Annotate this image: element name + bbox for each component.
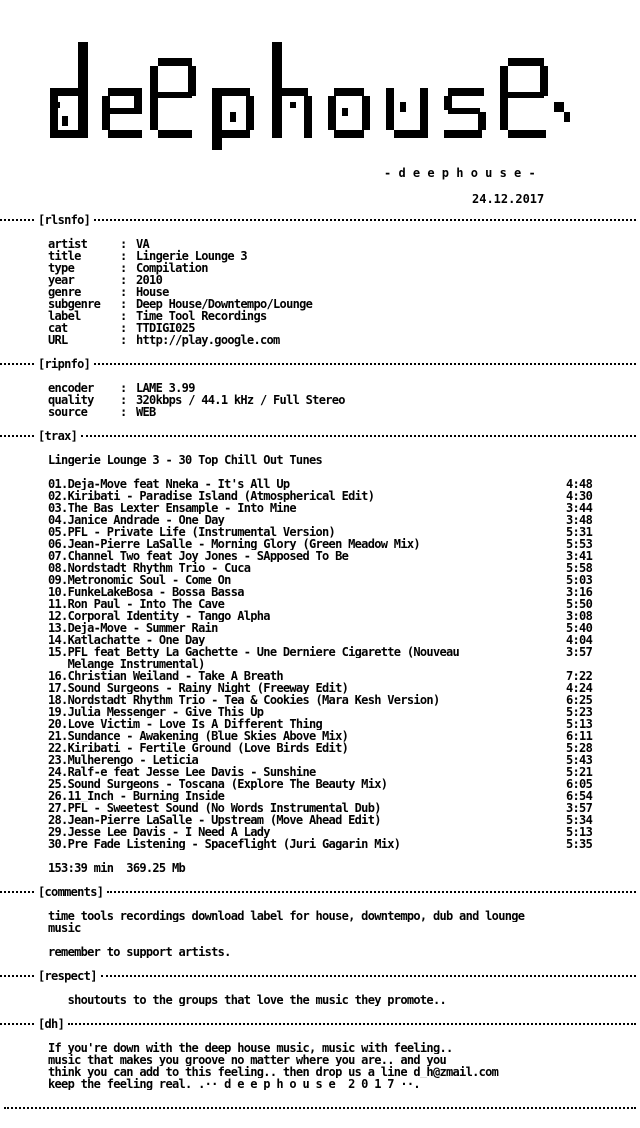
track-duration: 6:54 (566, 789, 593, 803)
track-duration: 5:34 (566, 813, 593, 827)
track-row (0, 790, 640, 802)
track-row (0, 478, 640, 490)
track-title: 06.Jean-Pierre LaSalle - Morning Glory (Green Meadow Mix) (48, 538, 420, 550)
track-row (0, 742, 640, 754)
section-header-dh (0, 1018, 640, 1030)
info-colon: : (120, 297, 127, 311)
footer-separator (0, 1102, 640, 1114)
track-duration: 5:21 (566, 765, 593, 779)
comment-line: time tools recordings download label for house, downtempo, dub and lounge (48, 910, 525, 922)
track-duration: 5:58 (566, 561, 593, 575)
info-value: Compilation (136, 261, 208, 275)
track-row (0, 802, 640, 814)
info-key: quality (48, 393, 94, 407)
track-title: 30.Pre Fade Listening - Spaceflight (Juri Gagarin Mix) (48, 838, 401, 850)
track-duration: 6:25 (566, 693, 593, 707)
info-value: Lingerie Lounge 3 (136, 249, 247, 263)
dh-text (0, 1042, 640, 1090)
info-key: source (48, 405, 88, 419)
track-title: 19.Julia Messenger - Give This Up (48, 706, 264, 718)
track-title: 27.PFL - Sweetest Sound (No Words Instrumental Dub) (48, 802, 381, 814)
info-colon: : (120, 321, 127, 335)
section-header-ripnfo (0, 358, 640, 370)
info-value: Time Tool Recordings (136, 309, 267, 323)
info-key: label (48, 309, 81, 323)
nfo-body (0, 214, 640, 1114)
track-duration: 4:24 (566, 681, 593, 695)
info-row (0, 322, 640, 334)
track-duration: 5:23 (566, 705, 593, 719)
track-duration: 5:28 (566, 741, 593, 755)
section-header-trax (0, 430, 640, 442)
track-duration: 5:13 (566, 717, 593, 731)
comment-line (0, 934, 640, 946)
info-key: artist (48, 237, 88, 251)
section-header-comments (0, 886, 640, 898)
info-row (0, 250, 640, 262)
track-duration: 3:41 (566, 549, 593, 563)
track-row (0, 562, 640, 574)
info-value: 2010 (136, 273, 163, 287)
info-row (0, 310, 640, 322)
info-value: 320kbps / 44.1 kHz / Full Stereo (136, 393, 345, 407)
section-header-respect (0, 970, 640, 982)
track-row (0, 670, 640, 682)
comments-text (0, 910, 640, 958)
totals: 153:39 min 369.25 Mb (48, 862, 186, 874)
info-value: House (136, 285, 169, 299)
section-title: [dh] (38, 1017, 65, 1031)
info-colon: : (120, 249, 127, 263)
track-row (0, 574, 640, 586)
track-row (0, 634, 640, 646)
track-title: 11.Ron Paul - Into The Cave (48, 598, 225, 610)
track-duration: 3:48 (566, 513, 593, 527)
track-title: 13.Deja-Move - Summer Rain (48, 622, 218, 634)
info-key: title (48, 249, 81, 263)
track-row (0, 766, 640, 778)
track-row (0, 514, 640, 526)
deephouse-logo (50, 42, 585, 150)
track-title: 07.Channel Two feat Joy Jones - SApposed To Be (48, 550, 349, 562)
info-row (0, 238, 640, 250)
track-row (0, 646, 640, 658)
dh-line: keep the feeling real. .·· d e e p h o u s e 2 0 1 7 ··. (48, 1078, 420, 1090)
track-row (0, 814, 640, 826)
track-duration: 3:16 (566, 585, 593, 599)
info-colon: : (120, 381, 127, 395)
track-duration: 5:35 (566, 837, 593, 851)
section-title: [trax] (38, 429, 78, 443)
track-row (0, 826, 640, 838)
info-colon: : (120, 261, 127, 275)
track-row (0, 718, 640, 730)
track-title: 02.Kiribati - Paradise Island (Atmospherical Edit) (48, 490, 375, 502)
track-title: 03.The Bas Lexter Ensample - Into Mine (48, 502, 296, 514)
section-title: [rlsnfo] (38, 213, 91, 227)
track-title: 08.Nordstadt Rhythm Trio - Cuca (48, 562, 251, 574)
track-duration: 5:43 (566, 753, 593, 767)
respect-text: shoutouts to the groups that love the music they promote.. (48, 994, 447, 1006)
album-title: Lingerie Lounge 3 - 30 Top Chill Out Tunes (48, 454, 323, 466)
track-row (0, 706, 640, 718)
track-duration: 5:50 (566, 597, 593, 611)
section-title: [respect] (38, 969, 97, 983)
info-value: TTDIGI025 (136, 321, 195, 335)
info-row (0, 334, 640, 346)
info-value: LAME 3.99 (136, 381, 195, 395)
track-duration: 7:22 (566, 669, 593, 683)
comment-line: music (48, 922, 81, 934)
track-title: 10.FunkeLakeBosa - Bossa Bassa (48, 586, 244, 598)
info-key: subgenre (48, 297, 101, 311)
info-key: year (48, 273, 75, 287)
track-title: 22.Kiribati - Fertile Ground (Love Birds Edit) (48, 742, 349, 754)
track-duration: 5:13 (566, 825, 593, 839)
release-info (0, 238, 640, 346)
track-row (0, 730, 640, 742)
info-key: encoder (48, 381, 94, 395)
info-colon: : (120, 393, 127, 407)
info-key: URL (48, 333, 68, 347)
track-title: 16.Christian Weiland - Take A Breath (48, 670, 283, 682)
track-list (0, 478, 640, 850)
track-row (0, 490, 640, 502)
info-value: Deep House/Downtempo/Lounge (136, 297, 313, 311)
info-row (0, 274, 640, 286)
info-colon: : (120, 405, 127, 419)
track-row (0, 598, 640, 610)
track-row (0, 778, 640, 790)
track-title: 14.Katlachatte - One Day (48, 634, 205, 646)
info-key: type (48, 261, 75, 275)
info-colon: : (120, 309, 127, 323)
track-title: 21.Sundance - Awakening (Blue Skies Above Mix) (48, 730, 349, 742)
info-row (0, 298, 640, 310)
dh-line: think you can add to this feeling.. then drop us a line d_h@zmail.com (48, 1066, 499, 1078)
rip-info (0, 382, 640, 418)
track-title: Melange Instrumental) (48, 658, 205, 670)
release-date: 24.12.2017 (472, 192, 545, 206)
track-row (0, 694, 640, 706)
dh-line: music that makes you groove no matter where you are.. and you (48, 1054, 447, 1066)
info-colon: : (120, 273, 127, 287)
track-row (0, 526, 640, 538)
track-duration: 4:48 (566, 477, 593, 491)
info-colon: : (120, 237, 127, 251)
track-title: 20.Love Victim - Love Is A Different Thing (48, 718, 323, 730)
track-row (0, 538, 640, 550)
comment-line: remember to support artists. (48, 946, 231, 958)
track-duration: 5:53 (566, 537, 593, 551)
info-key: genre (48, 285, 81, 299)
track-duration: 4:04 (566, 633, 593, 647)
track-row (0, 682, 640, 694)
info-colon: : (120, 333, 127, 347)
info-value: VA (136, 237, 150, 251)
track-title: 24.Ralf-e feat Jesse Lee Davis - Sunshine (48, 766, 316, 778)
section-header-rlsnfo (0, 214, 640, 226)
track-duration: 3:08 (566, 609, 593, 623)
track-duration: 6:05 (566, 777, 593, 791)
section-title: [ripnfo] (38, 357, 91, 371)
track-title: 04.Janice Andrade - One Day (48, 514, 225, 526)
track-row (0, 610, 640, 622)
track-title: 28.Jean-Pierre LaSalle - Upstream (Move Ahead Edit) (48, 814, 381, 826)
track-title: 09.Metronomic Soul - Come On (48, 574, 231, 586)
track-title: 26.11_Inch - Burning Inside (48, 790, 225, 802)
track-row (0, 550, 640, 562)
info-row (0, 262, 640, 274)
logo-subtitle: - d e e p h o u s e - (384, 166, 536, 180)
track-title: 23.Mulherengo - Leticia (48, 754, 199, 766)
track-title: 01.Deja-Move feat Nneka - It's All Up (48, 478, 290, 490)
info-key: cat (48, 321, 68, 335)
track-duration: 5:40 (566, 621, 593, 635)
track-title: 15.PFL feat Betty La Gachette - Une Derniere Cigarette (Nouveau (48, 646, 460, 658)
info-row (0, 406, 640, 418)
track-row (0, 586, 640, 598)
track-duration: 4:30 (566, 489, 593, 503)
track-row (0, 838, 640, 850)
track-duration: 3:44 (566, 501, 593, 515)
dh-line: If you're down with the deep house music, music with feeling.. (48, 1042, 453, 1054)
track-row (0, 502, 640, 514)
info-value: http://play.google.com (136, 333, 280, 347)
track-title: 17.Sound Surgeons - Rainy Night (Freeway Edit) (48, 682, 349, 694)
info-value: WEB (136, 405, 156, 419)
track-row (0, 622, 640, 634)
track-title: 25.Sound Surgeons - Toscana (Explore The Beauty Mix) (48, 778, 388, 790)
track-title: 18.Nordstadt Rhythm Trio - Tea & Cookies (Mara Kesh Version) (48, 694, 440, 706)
track-row (0, 658, 640, 670)
track-duration: 3:57 (566, 645, 593, 659)
track-title: 12.Corporal Identity - Tango Alpha (48, 610, 270, 622)
info-colon: : (120, 285, 127, 299)
info-row (0, 394, 640, 406)
track-title: 29.Jesse Lee Davis - I Need A Lady (48, 826, 270, 838)
section-title: [comments] (38, 885, 104, 899)
track-duration: 6:11 (566, 729, 593, 743)
track-row (0, 754, 640, 766)
track-title: 05.PFL - Private Life (Instrumental Version) (48, 526, 336, 538)
track-duration: 5:03 (566, 573, 593, 587)
track-duration: 3:57 (566, 801, 593, 815)
track-duration: 5:31 (566, 525, 593, 539)
